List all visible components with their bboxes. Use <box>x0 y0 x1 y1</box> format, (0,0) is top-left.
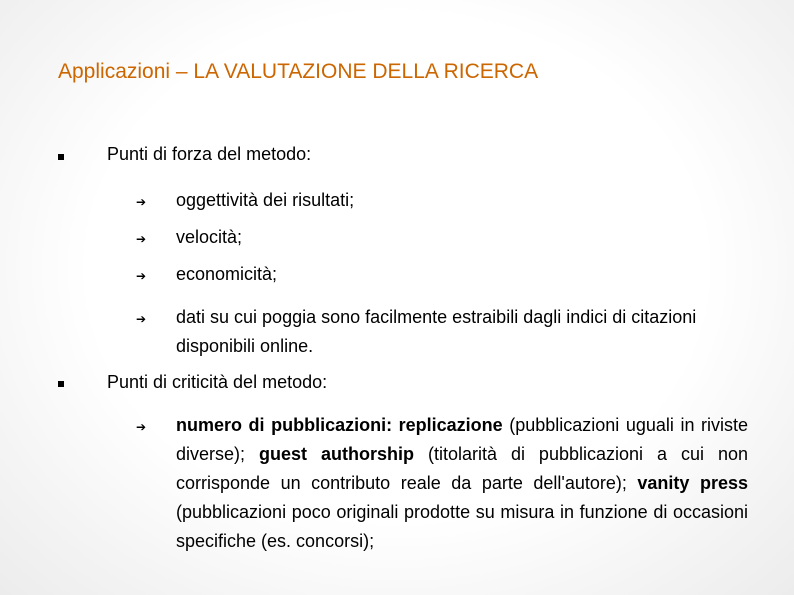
arrow-right-icon: ➔ <box>136 232 147 246</box>
item-text: (pubblicazioni uguali in riviste diverse); <box>176 415 749 464</box>
item-text: (pubblicazioni poco originali prodotte su misura in funzione di occasioni specifiche (es. concorsi); <box>176 502 748 551</box>
square-bullet-icon <box>58 154 64 160</box>
item-term: guest authorship <box>259 444 414 464</box>
list-item <box>176 411 748 556</box>
section-heading-bold: Punti di criticità <box>107 372 229 392</box>
list-item: economicità; <box>176 264 278 284</box>
list-item: oggettività dei risultati; <box>176 190 355 210</box>
list-item: velocità; <box>176 227 243 247</box>
arrow-right-icon: ➔ <box>136 312 147 326</box>
section-heading-rest: del metodo: <box>228 372 328 392</box>
section-heading-rest: del metodo: <box>212 144 312 164</box>
arrow-right-icon: ➔ <box>136 420 147 434</box>
item-term: numero di pubblicazioni: replicazione <box>176 415 503 435</box>
item-term: vanity press <box>637 473 748 493</box>
item-text: (titolarità di pubblicazioni a cui non corrisponde un contributo reale da parte dell'autore); <box>176 444 748 493</box>
list-item: dati su cui poggia sono facilmente estraibili dagli indici di citazioni disponibili online. <box>176 307 697 356</box>
square-bullet-icon <box>58 381 64 387</box>
section-heading-bold: Punti di forza <box>107 144 213 164</box>
section-heading-weaknesses <box>107 372 327 393</box>
slide-title: Applicazioni – LA VALUTAZIONE DELLA RICERCA <box>58 60 539 83</box>
arrow-right-icon: ➔ <box>136 269 147 283</box>
arrow-right-icon: ➔ <box>136 195 147 209</box>
section-heading-strengths <box>107 144 311 165</box>
